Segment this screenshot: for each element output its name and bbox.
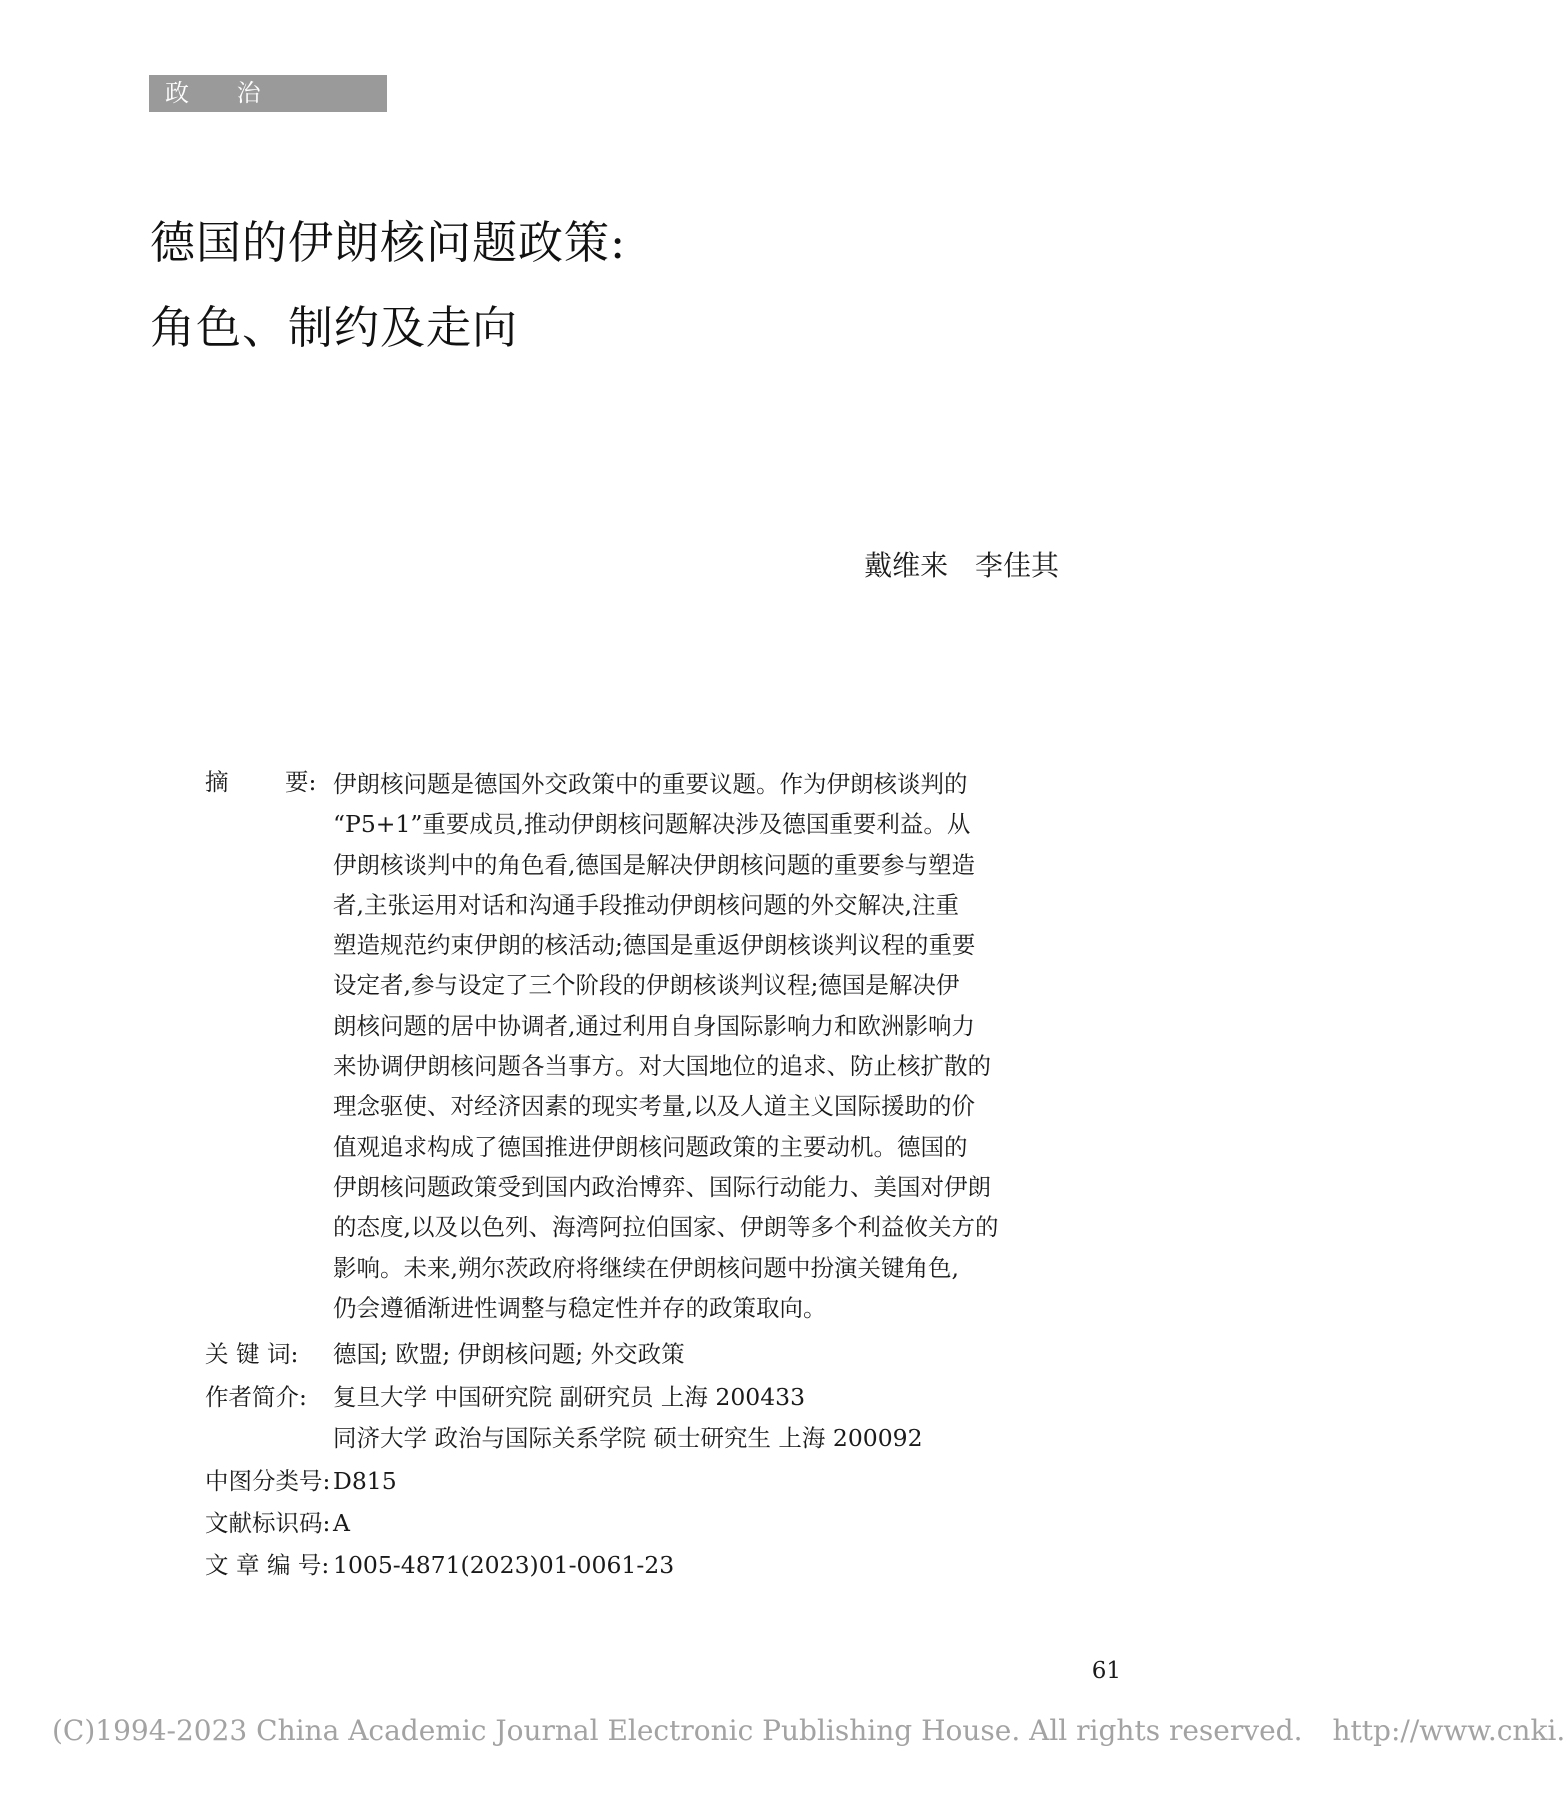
abstract-label-char-1: 摘 — [205, 768, 229, 796]
author-intro-label: 作者简介: — [205, 1383, 307, 1411]
clc-number-label: 中图分类号: — [205, 1467, 331, 1495]
abstract-line: 伊朗核谈判中的角色看,德国是解决伊朗核问题的重要参与塑造 — [333, 850, 975, 879]
page-number: 61 — [1091, 1658, 1121, 1684]
authors: 戴维来 李佳其 — [864, 549, 1059, 582]
abstract-line: 仍会遵循渐进性调整与稳定性并存的政策取向。 — [333, 1293, 827, 1322]
abstract-body — [333, 764, 1073, 1328]
abstract-line: 朗核问题的居中协调者,通过利用自身国际影响力和欧洲影响力 — [333, 1011, 975, 1040]
copyright-footer — [52, 1713, 1565, 1749]
article-title-line-2: 角色、制约及走向 — [150, 301, 519, 354]
article-number-value: 1005-4871(2023)01-0061-23 — [333, 1551, 675, 1579]
footer-url: http://www.cnki. — [1332, 1714, 1565, 1747]
abstract-line: 者,主张运用对话和沟通手段推动伊朗核问题的外交解决,注重 — [333, 890, 959, 919]
author-intro-line-1: 复旦大学 中国研究院 副研究员 上海 200433 — [333, 1383, 806, 1411]
article-number-row — [205, 1547, 674, 1583]
clc-number-value: D815 — [333, 1467, 397, 1495]
article-title-line-1: 德国的伊朗核问题政策: — [150, 216, 627, 269]
abstract-line: 设定者,参与设定了三个阶段的伊朗核谈判议程;德国是解决伊 — [333, 971, 960, 1000]
article-number-label: 文 章 编 号: — [205, 1551, 330, 1579]
copyright-text: (C)1994-2023 China Academic Journal Electronic Publishing House. All rights reserved. — [52, 1714, 1303, 1747]
author-intro-line-2: 同济大学 政治与国际关系学院 硕士研究生 上海 200092 — [333, 1424, 923, 1452]
clc-number-row — [205, 1463, 397, 1499]
doc-code-label: 文献标识码: — [205, 1509, 331, 1537]
abstract-label-char-2: 要: — [285, 768, 317, 796]
keywords-value: 德国; 欧盟; 伊朗核问题; 外交政策 — [333, 1340, 685, 1368]
abstract-line: “P5+1”重要成员,推动伊朗核问题解决涉及德国重要利益。从 — [333, 810, 971, 839]
author-intro-row — [205, 1379, 805, 1415]
keywords-row — [205, 1336, 685, 1372]
abstract-line: 值观追求构成了德国推进伊朗核问题政策的主要动机。德国的 — [333, 1132, 968, 1161]
keywords-label: 关 键 词: — [205, 1340, 299, 1368]
abstract-line: 伊朗核问题政策受到国内政治博弈、国际行动能力、美国对伊朗 — [333, 1172, 991, 1201]
abstract-line: 来协调伊朗核问题各当事方。对大国地位的追求、防止核扩散的 — [333, 1052, 991, 1081]
doc-code-value: A — [333, 1509, 350, 1537]
doc-code-row — [205, 1505, 350, 1541]
section-tag: 政 治 — [149, 75, 387, 112]
author-intro-row-2 — [333, 1420, 923, 1456]
abstract-line: 伊朗核问题是德国外交政策中的重要议题。作为伊朗核谈判的 — [333, 770, 968, 798]
abstract-line: 塑造规范约束伊朗的核活动;德国是重返伊朗核谈判议程的重要 — [333, 931, 976, 960]
abstract-line: 理念驱使、对经济因素的现实考量,以及人道主义国际援助的价 — [333, 1092, 975, 1121]
abstract-line: 的态度,以及以色列、海湾阿拉伯国家、伊朗等多个利益攸关方的 — [333, 1213, 999, 1242]
abstract-line: 影响。未来,朔尔茨政府将继续在伊朗核问题中扮演关键角色, — [333, 1253, 959, 1282]
